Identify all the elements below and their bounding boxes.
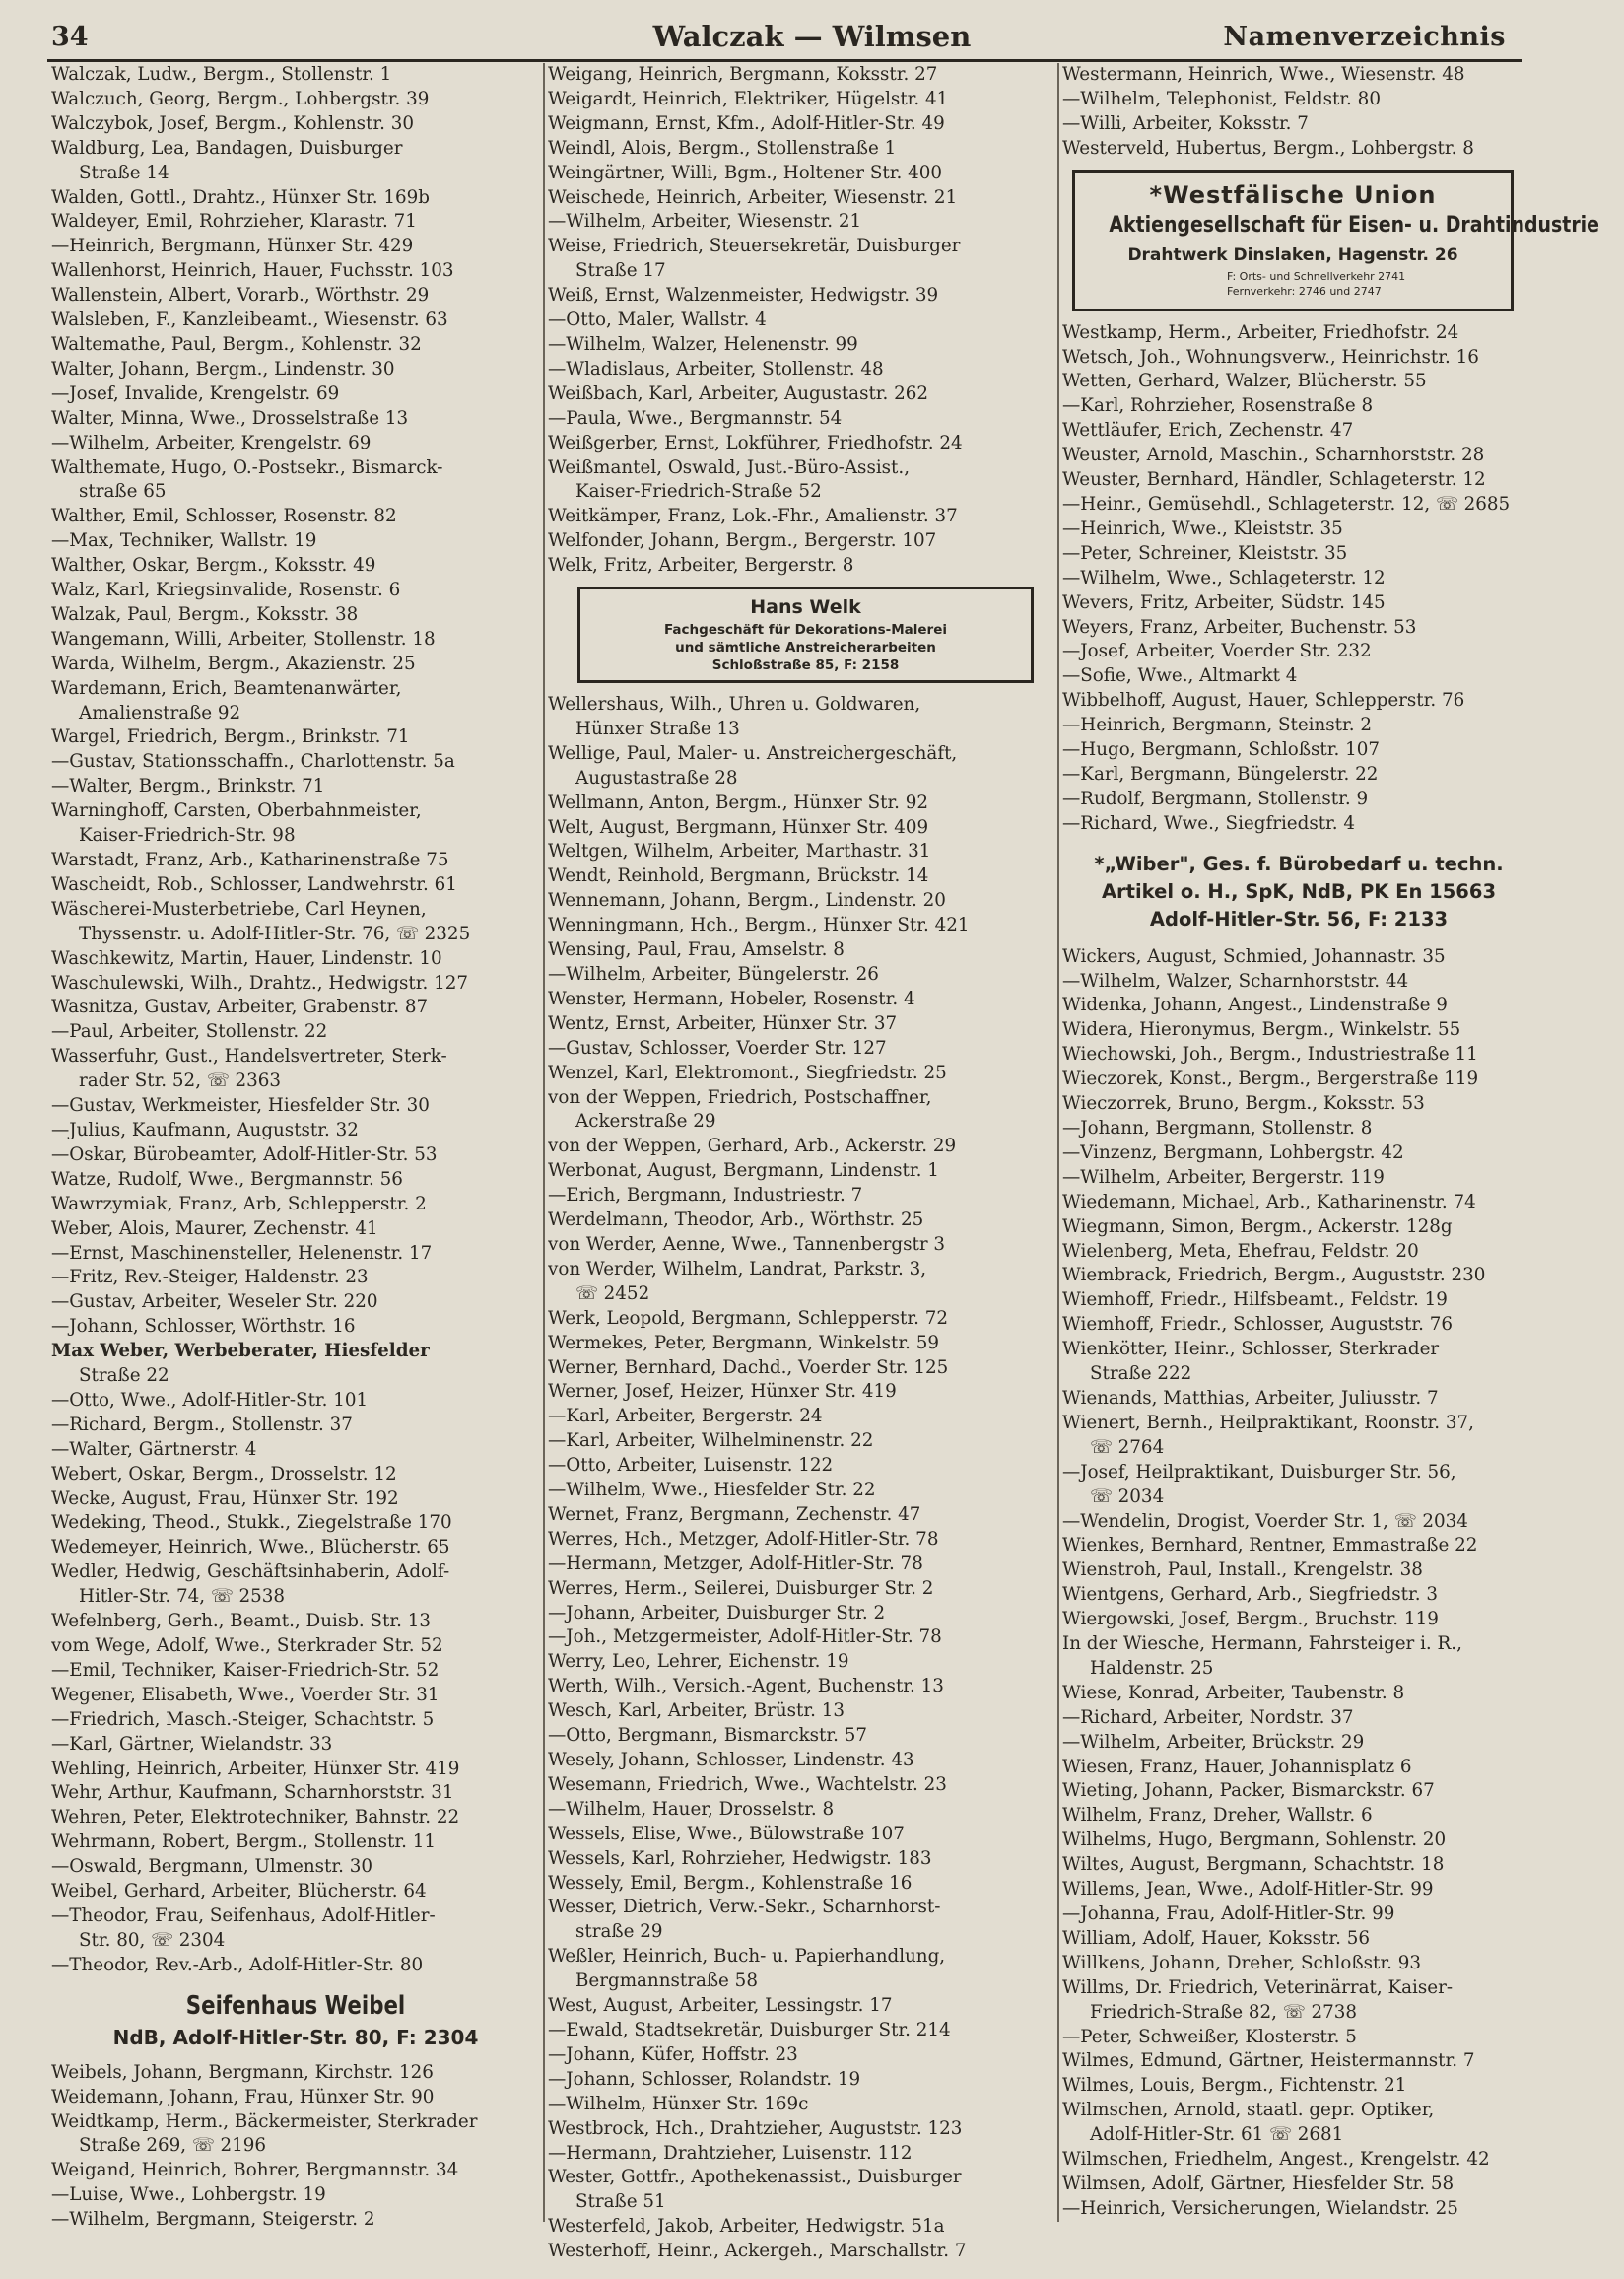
directory-entry: —Emil, Techniker, Kaiser-Friedrich-Str. 52 <box>51 1659 440 1681</box>
directory-entry: —Joh., Metzgermeister, Adolf-Hitler-Str. 78 <box>548 1626 942 1648</box>
directory-entry: —Wilhelm, Arbeiter, Wiesenstr. 21 <box>548 211 862 233</box>
directory-entry: von Werder, Aenne, Wwe., Tannenbergstr 3 <box>548 1233 946 1255</box>
column-2 <box>548 63 1055 2264</box>
directory-entry: Wefelnberg, Gerh., Beamt., Duisb. Str. 13 <box>51 1611 432 1632</box>
directory-entry: Wilmsen, Adolf, Gärtner, Hiesfelder Str. 58 <box>1062 2173 1455 2194</box>
directory-entry: Straße 222 <box>1090 1363 1192 1385</box>
directory-entry: —Oskar, Bürobeamter, Adolf-Hitler-Str. 53 <box>51 1143 438 1165</box>
directory-entry: Wiltes, August, Bergmann, Schachtstr. 18 <box>1062 1854 1445 1876</box>
ad-title: Hans Welk <box>750 596 861 619</box>
directory-entry: —Karl, Arbeiter, Wilhelminenstr. 22 <box>548 1430 874 1452</box>
directory-entry: Weibel, Gerhard, Arbeiter, Blücherstr. 64 <box>51 1881 427 1902</box>
directory-entry: Wilmschen, Arnold, staatl. gepr. Optiker, <box>1062 2100 1435 2121</box>
directory-entry: Warstadt, Franz, Arb., Katharinenstraße 75 <box>51 850 449 870</box>
directory-entry: Wilmes, Louis, Bergm., Fichtenstr. 21 <box>1062 2075 1407 2097</box>
directory-entry: Wehling, Heinrich, Arbeiter, Hünxer Str. 419 <box>51 1758 460 1779</box>
directory-entry: Weßler, Heinrich, Buch- u. Papierhandlung, <box>548 1946 946 1968</box>
directory-entry: —Johanna, Frau, Adolf-Hitler-Str. 99 <box>1062 1903 1395 1924</box>
directory-entry: Wendt, Reinhold, Bergmann, Brückstr. 14 <box>548 865 929 887</box>
entry-list <box>1062 945 1535 2222</box>
directory-entry: —Johann, Schlosser, Rolandstr. 19 <box>548 2068 861 2090</box>
directory-entry: Weigand, Heinrich, Bohrer, Bergmannstr. 34 <box>51 2160 459 2181</box>
directory-entry: Weingärtner, Willi, Bgm., Holtener Str. 400 <box>548 162 942 183</box>
directory-entry: —Karl, Rohrzieher, Rosenstraße 8 <box>1062 395 1374 417</box>
entry-list <box>1062 63 1535 162</box>
directory-entry: —Sofie, Wwe., Altmarkt 4 <box>1062 665 1298 687</box>
directory-entry: Wienert, Bernh., Heilpraktikant, Roonstr. 37, <box>1062 1412 1474 1433</box>
directory-entry: Walter, Johann, Bergm., Lindenstr. 30 <box>51 358 395 380</box>
directory-entry: Wickers, August, Schmied, Johannastr. 35 <box>1062 945 1446 967</box>
directory-entry: Widera, Hieronymus, Bergm., Winkelstr. 55 <box>1062 1019 1461 1041</box>
directory-entry: —Peter, Schweißer, Klosterstr. 5 <box>1062 2026 1357 2047</box>
directory-entry: Wilhelms, Hugo, Bergmann, Sohlenstr. 20 <box>1062 1830 1447 1851</box>
directory-entry: ☏ 2452 <box>575 1282 650 1304</box>
directory-entry: Wehren, Peter, Elektrotechniker, Bahnstr. 22 <box>51 1807 460 1829</box>
directory-entry: Wientgens, Gerhard, Arb., Siegfriedstr. 3 <box>1062 1584 1439 1606</box>
directory-entry: —Johann, Bergmann, Stollenstr. 8 <box>1062 1118 1373 1139</box>
directory-entry: straße 29 <box>575 1921 663 1943</box>
directory-entry: Werk, Leopold, Bergmann, Schlepperstr. 72 <box>548 1307 949 1329</box>
directory-entry: Werbonat, August, Bergmann, Lindenstr. 1 <box>548 1160 939 1182</box>
directory-entry: Wiemhoff, Friedr., Schlosser, Auguststr. 76 <box>1062 1314 1454 1336</box>
directory-entry: Wellige, Paul, Maler- u. Anstreichergeschäft, <box>548 742 958 764</box>
directory-entry: Walsleben, F., Kanzleibeamt., Wiesenstr. 63 <box>51 310 448 331</box>
ad-title: *Westfälische Union <box>1149 180 1437 209</box>
directory-entry: —Heinrich, Bergmann, Steinstr. 2 <box>1062 715 1373 736</box>
directory-entry: Wallenhorst, Heinrich, Hauer, Fuchsstr. 103 <box>51 260 454 282</box>
directory-entry: Wesser, Dietrich, Verw.-Sekr., Scharnhorst- <box>548 1897 941 1918</box>
ad-line: und sämtliche Anstreicherarbeiten <box>675 640 936 656</box>
ad-line: Aktiengesellschaft für Eisen- u. Drahtindustrie <box>1109 212 1599 238</box>
directory-entry: Waschulewski, Wilh., Drahtz., Hedwigstr. 127 <box>51 972 468 994</box>
ad-westfaelische-union <box>1072 170 1599 311</box>
directory-entry: —Theodor, Frau, Seifenhaus, Adolf-Hitler- <box>51 1904 436 1926</box>
directory-entry: —Gustav, Stationsschaffn., Charlottenstr. 5a <box>51 751 455 773</box>
directory-entry: —Wilhelm, Arbeiter, Bergerstr. 119 <box>1062 1166 1385 1188</box>
directory-entry: Werres, Herm., Seilerei, Duisburger Str. 2 <box>548 1577 934 1599</box>
directory-entry: Wasserfuhr, Gust., Handelsvertreter, Sterk- <box>51 1046 447 1068</box>
directory-entry: Werner, Bernhard, Dachd., Voerder Str. 125 <box>548 1356 949 1378</box>
directory-entry: Walczybok, Josef, Bergm., Kohlenstr. 30 <box>51 112 415 134</box>
directory-entry: Walther, Emil, Schlosser, Rosenstr. 82 <box>51 506 397 527</box>
directory-entry: —Otto, Maler, Wallstr. 4 <box>548 310 767 331</box>
directory-entry: Walden, Gottl., Drahtz., Hünxer Str. 169b <box>51 186 430 208</box>
directory-entry: Wellmann, Anton, Bergm., Hünxer Str. 92 <box>548 792 929 813</box>
section-title: Namenverzeichnis <box>1223 22 1506 52</box>
page-header <box>0 0 1624 59</box>
directory-entry: Waldburg, Lea, Bandagen, Duisburger <box>51 137 403 159</box>
directory-entry: Welt, August, Bergmann, Hünxer Str. 409 <box>548 816 929 838</box>
directory-entry: Werres, Hch., Metzger, Adolf-Hitler-Str. 78 <box>548 1528 939 1550</box>
directory-entry: —Wilhelm, Telephonist, Feldstr. 80 <box>1062 88 1381 109</box>
directory-entry: Wiegmann, Simon, Bergm., Ackerstr. 128g <box>1062 1215 1453 1237</box>
directory-entry: Wevers, Fritz, Arbeiter, Südstr. 145 <box>1062 591 1386 613</box>
directory-entry: —Richard, Arbeiter, Nordstr. 37 <box>1062 1706 1354 1728</box>
directory-entry: —Luise, Wwe., Lohbergstr. 19 <box>51 2184 326 2206</box>
directory-entry: Weigardt, Heinrich, Elektriker, Hügelstr. 41 <box>548 88 949 109</box>
directory-entry: straße 65 <box>79 481 167 503</box>
directory-entry: Weigmann, Ernst, Kfm., Adolf-Hitler-Str. 49 <box>548 112 945 134</box>
directory-entry: Augustastraße 28 <box>575 767 738 789</box>
directory-entry: Wieczorek, Konst., Bergm., Bergerstraße 119 <box>1062 1069 1479 1090</box>
directory-entry: Weißmantel, Oswald, Just.-Büro-Assist., <box>548 456 911 478</box>
directory-entry: —Wladislaus, Arbeiter, Stollenstr. 48 <box>548 358 884 380</box>
directory-entry: Waldeyer, Emil, Rohrzieher, Klarastr. 71 <box>51 211 417 233</box>
directory-entry: Wienkötter, Heinr., Schlosser, Sterkrader <box>1062 1339 1440 1360</box>
directory-entry: Kaiser-Friedrich-Straße 52 <box>575 481 822 503</box>
directory-entry: Wenzel, Karl, Elektromont., Siegfriedstr. 25 <box>548 1062 947 1083</box>
directory-entry: —Peter, Schreiner, Kleiststr. 35 <box>1062 542 1348 564</box>
name-range: Walczak — Wilmsen <box>652 20 972 53</box>
directory-entry: —Walter, Gärtnerstr. 4 <box>51 1438 257 1460</box>
directory-entry: —Gustav, Schlosser, Voerder Str. 127 <box>548 1037 887 1059</box>
directory-entry: —Walter, Bergm., Brinkstr. 71 <box>51 776 325 797</box>
directory-entry: Werner, Josef, Heizer, Hünxer Str. 419 <box>548 1381 897 1403</box>
directory-entry: Westkamp, Herm., Arbeiter, Friedhofstr. 24 <box>1062 321 1459 343</box>
directory-entry: Wiechowski, Joh., Bergm., Industriestraße 11 <box>1062 1044 1478 1066</box>
directory-entry: Bergmannstraße 58 <box>575 1970 758 1992</box>
directory-entry: Wessels, Elise, Wwe., Bülowstraße 107 <box>548 1823 905 1844</box>
directory-entry: Amalienstraße 92 <box>79 702 241 724</box>
directory-entry: Hünxer Straße 13 <box>575 718 740 739</box>
directory-entry: Weyers, Franz, Arbeiter, Buchenstr. 53 <box>1062 616 1417 638</box>
directory-entry: Straße 22 <box>79 1365 169 1387</box>
directory-entry: —Wilhelm, Wwe., Schlageterstr. 12 <box>1062 567 1386 588</box>
directory-entry: —Josef, Invalide, Krengelstr. 69 <box>51 382 340 404</box>
directory-entry: Weltgen, Wilhelm, Arbeiter, Marthastr. 31 <box>548 841 931 863</box>
ad-line: Drahtwerk Dinslaken, Hagenstr. 26 <box>1127 244 1458 265</box>
directory-entry: —Josef, Arbeiter, Voerder Str. 232 <box>1062 641 1372 662</box>
directory-entry: Wiergowski, Josef, Bergm., Bruchstr. 119 <box>1062 1609 1439 1630</box>
directory-entry: Weidemann, Johann, Frau, Hünxer Str. 90 <box>51 2086 435 2107</box>
directory-entry: Willms, Dr. Friedrich, Veterinärrat, Kaiser- <box>1062 1976 1453 1998</box>
directory-entry: Wargel, Friedrich, Bergm., Brinkstr. 71 <box>51 726 410 748</box>
directory-entry: —Wendelin, Drogist, Voerder Str. 1, ☏ 2034 <box>1062 1510 1468 1532</box>
directory-entry: Wellershaus, Wilh., Uhren u. Goldwaren, <box>548 694 921 716</box>
directory-entry: Wehrmann, Robert, Bergm., Stollenstr. 11 <box>51 1831 437 1853</box>
directory-entry: —Theodor, Rev.-Arb., Adolf-Hitler-Str. 80 <box>51 1954 424 1975</box>
directory-entry: Wester, Gottfr., Apothekenassist., Duisburger <box>548 2167 962 2188</box>
directory-entry: Kaiser-Friedrich-Str. 98 <box>79 825 296 847</box>
directory-entry: Wibbelhoff, August, Hauer, Schlepperstr. 76 <box>1062 690 1465 712</box>
ad-line: Schloßstraße 85, F: 2158 <box>711 657 900 674</box>
directory-entry: Wesely, Johann, Schlosser, Lindenstr. 43 <box>548 1750 914 1770</box>
directory-entry: —Heinrich, Wwe., Kleiststr. 35 <box>1062 518 1343 539</box>
directory-entry: Wiembrack, Friedrich, Bergm., Auguststr. 230 <box>1062 1265 1486 1286</box>
column-divider <box>1057 63 1059 2222</box>
directory-entry: Walz, Karl, Kriegsinvalide, Rosenstr. 6 <box>51 580 401 601</box>
directory-entry: —Paul, Arbeiter, Stollenstr. 22 <box>51 1021 328 1043</box>
directory-entry: —Willi, Arbeiter, Koksstr. 7 <box>1062 112 1309 134</box>
directory-entry: Wenster, Hermann, Hobeler, Rosenstr. 4 <box>548 988 915 1009</box>
directory-entry: Wallenstein, Albert, Vorarb., Wörthstr. 29 <box>51 285 430 307</box>
directory-entry: Weber, Alois, Maurer, Zechenstr. 41 <box>51 1217 378 1239</box>
directory-entry: Wäscherei-Musterbetriebe, Carl Heynen, <box>51 898 427 920</box>
directory-entry: —Gustav, Arbeiter, Weseler Str. 220 <box>51 1291 378 1313</box>
directory-entry: Walzak, Paul, Bergm., Koksstr. 38 <box>51 603 359 625</box>
directory-entry: —Johann, Arbeiter, Duisburger Str. 2 <box>548 1602 886 1623</box>
ad-line: Adolf-Hitler-Str. 56, F: 2133 <box>1149 907 1449 931</box>
ad-line: NdB, Adolf-Hitler-Str. 80, F: 2304 <box>112 2025 479 2049</box>
directory-entry: Max Weber, Werbeberater, Hiesfelder <box>51 1341 430 1362</box>
directory-entry: Weidtkamp, Herm., Bäckermeister, Sterkrader <box>51 2110 478 2132</box>
directory-entry: —Johann, Küfer, Hoffstr. 23 <box>548 2043 798 2065</box>
directory-entry: Walczak, Ludw., Bergm., Stollenstr. 1 <box>51 64 392 85</box>
directory-entry: Wegener, Elisabeth, Wwe., Voerder Str. 31 <box>51 1684 440 1705</box>
directory-entry: Wensing, Paul, Frau, Amselstr. 8 <box>548 939 845 961</box>
directory-entry: —Wilhelm, Hünxer Str. 169c <box>548 2093 809 2114</box>
column-1 <box>51 63 540 2233</box>
directory-entry: —Karl, Bergmann, Büngelerstr. 22 <box>1062 763 1379 785</box>
directory-entry: Weise, Friedrich, Steuersekretär, Duisburger <box>548 236 961 257</box>
page-number: 34 <box>51 22 89 52</box>
directory-entry: Wilhelm, Franz, Dreher, Wallstr. 6 <box>1062 1805 1373 1827</box>
directory-entry: Wasnitza, Gustav, Arbeiter, Grabenstr. 87 <box>51 997 429 1018</box>
directory-entry: William, Adolf, Hauer, Koksstr. 56 <box>1062 1927 1370 1949</box>
directory-entry: —Max, Techniker, Wallstr. 19 <box>51 530 317 552</box>
directory-entry: —Rudolf, Bergmann, Stollenstr. 9 <box>1062 788 1369 809</box>
directory-entry: Wieczorrek, Bruno, Bergm., Koksstr. 53 <box>1062 1093 1425 1115</box>
directory-entry: —Ewald, Stadtsekretär, Duisburger Str. 214 <box>548 2019 951 2040</box>
directory-entry: ☏ 2764 <box>1090 1436 1165 1458</box>
directory-entry: Wiemhoff, Friedr., Hilfsbeamt., Feldstr. 19 <box>1062 1289 1448 1311</box>
directory-entry: —Paula, Wwe., Bergmannstr. 54 <box>548 407 843 429</box>
directory-entry: Wehr, Arthur, Kaufmann, Scharnhorststr. 31 <box>51 1782 454 1804</box>
directory-entry: —Wilhelm, Bergmann, Steigerstr. 2 <box>51 2209 375 2231</box>
directory-entry: Wielenberg, Meta, Ehefrau, Feldstr. 20 <box>1062 1240 1419 1262</box>
directory-entry: Wiedemann, Michael, Arb., Katharinenstr. 74 <box>1062 1191 1476 1212</box>
directory-entry: Weuster, Arnold, Maschin., Scharnhorststr. 28 <box>1062 445 1485 466</box>
directory-entry: Wennemann, Johann, Bergm., Lindenstr. 20 <box>548 890 946 912</box>
directory-entry: Warda, Wilhelm, Bergm., Akazienstr. 25 <box>51 653 416 674</box>
directory-entry: —Heinrich, Versicherungen, Wielandstr. 25 <box>1062 2197 1458 2219</box>
directory-entry: Wecke, August, Frau, Hünxer Str. 192 <box>51 1487 399 1509</box>
ad-line: Artikel o. H., SpK, NdB, PK En 15663 <box>1101 879 1497 903</box>
entry-list <box>1062 321 1535 837</box>
directory-entry: Widenka, Johann, Angest., Lindenstraße 9 <box>1062 995 1448 1016</box>
directory-entry: —Wilhelm, Wwe., Hiesfelder Str. 22 <box>548 1480 876 1501</box>
ad-wiber <box>1062 851 1535 933</box>
directory-entry: Wedemeyer, Heinrich, Wwe., Blücherstr. 65 <box>51 1537 450 1558</box>
directory-entry: Wessels, Karl, Rohrzieher, Hedwigstr. 183 <box>548 1847 932 1869</box>
directory-entry: Wermekes, Peter, Bergmann, Winkelstr. 59 <box>548 1332 939 1353</box>
directory-entry: Wieting, Johann, Packer, Bismarckstr. 67 <box>1062 1780 1435 1802</box>
ad-line: F: Orts- und Schnellverkehr 2741 <box>1227 269 1406 283</box>
directory-entry: —Karl, Arbeiter, Bergerstr. 24 <box>548 1406 823 1427</box>
directory-entry: Straße 14 <box>79 162 169 183</box>
directory-entry: —Otto, Wwe., Adolf-Hitler-Str. 101 <box>51 1389 369 1411</box>
directory-entry: Warninghoff, Carsten, Oberbahnmeister, <box>51 800 422 822</box>
directory-entry: Weuster, Bernhard, Händler, Schlageterstr. 12 <box>1062 469 1486 491</box>
directory-entry: Wilmes, Edmund, Gärtner, Heistermannstr. 7 <box>1062 2050 1475 2072</box>
directory-entry: Wiese, Konrad, Arbeiter, Taubenstr. 8 <box>1062 1682 1405 1703</box>
directory-entry: von der Weppen, Gerhard, Arb., Ackerstr. 29 <box>548 1136 957 1157</box>
directory-entry: —Julius, Kaufmann, Auguststr. 32 <box>51 1119 359 1140</box>
directory-entry: ☏ 2034 <box>1090 1485 1165 1507</box>
ad-line: Fachgeschäft für Dekorations-Malerei <box>664 622 947 639</box>
directory-entry: —Hermann, Metzger, Adolf-Hitler-Str. 78 <box>548 1553 923 1574</box>
directory-entry: Waschkewitz, Martin, Hauer, Lindenstr. 10 <box>51 947 442 969</box>
directory-entry: —Hugo, Bergmann, Schloßstr. 107 <box>1062 739 1381 761</box>
directory-entry: Wardemann, Erich, Beamtenanwärter, <box>51 677 402 699</box>
directory-entry: West, August, Arbeiter, Lessingstr. 17 <box>548 1995 893 2017</box>
directory-entry: —Wilhelm, Walzer, Helenenstr. 99 <box>548 333 858 355</box>
directory-entry: —Erich, Bergmann, Industriestr. 7 <box>548 1185 863 1207</box>
ad-title: Seifenhaus Weibel <box>185 1990 406 2021</box>
directory-entry: Wesch, Karl, Arbeiter, Brüstr. 13 <box>548 1700 846 1722</box>
directory-entry: Weindl, Alois, Bergm., Stollenstraße 1 <box>548 137 897 159</box>
directory-entry: Welk, Fritz, Arbeiter, Bergerstr. 8 <box>548 555 854 577</box>
column-divider <box>543 63 545 2222</box>
directory-entry: Walther, Oskar, Bergm., Koksstr. 49 <box>51 555 376 577</box>
directory-entry: Werry, Leo, Lehrer, Eichenstr. 19 <box>548 1651 849 1673</box>
directory-entry: Wienands, Matthias, Arbeiter, Juliusstr. 7 <box>1062 1387 1439 1409</box>
directory-entry: Welfonder, Johann, Bergm., Bergerstr. 107 <box>548 530 937 552</box>
directory-entry: Weißgerber, Ernst, Lokführer, Friedhofstr. 24 <box>548 432 963 453</box>
directory-entry: Wilmschen, Friedhelm, Angest., Krengelstr. 42 <box>1062 2149 1490 2171</box>
directory-entry: —Fritz, Rev.-Steiger, Haldenstr. 23 <box>51 1267 369 1288</box>
directory-entry: Friedrich-Straße 82, ☏ 2738 <box>1090 2001 1357 2023</box>
directory-entry: Wedeking, Theod., Stukk., Ziegelstraße 170 <box>51 1512 452 1534</box>
directory-entry: Weißbach, Karl, Arbeiter, Augustastr. 262 <box>548 382 929 404</box>
ad-seifenhaus-weibel <box>51 1988 540 2051</box>
directory-entry: Webert, Oskar, Bergm., Drosselstr. 12 <box>51 1463 397 1485</box>
directory-entry: Hitler-Str. 74, ☏ 2538 <box>79 1586 286 1608</box>
directory-entry: Wiesen, Franz, Hauer, Johannisplatz 6 <box>1062 1756 1412 1777</box>
directory-entry: Wessely, Emil, Bergm., Kohlenstraße 16 <box>548 1872 913 1894</box>
directory-entry: Werth, Wilh., Versich.-Agent, Buchenstr. 13 <box>548 1676 944 1697</box>
directory-entry: Thyssenstr. u. Adolf-Hitler-Str. 76, ☏ 2325 <box>79 923 471 944</box>
directory-entry: Weitkämper, Franz, Lok.-Fhr., Amalienstr. 37 <box>548 506 958 527</box>
directory-entry: Wetsch, Joh., Wohnungsverw., Heinrichstr. 16 <box>1062 346 1479 368</box>
directory-entry: Westbrock, Hch., Drahtzieher, Auguststr. 123 <box>548 2117 963 2139</box>
directory-entry: rader Str. 52, ☏ 2363 <box>79 1070 282 1092</box>
directory-entry: Wetten, Gerhard, Walzer, Blücherstr. 55 <box>1062 371 1427 392</box>
directory-entry: —Richard, Wwe., Siegfriedstr. 4 <box>1062 812 1356 834</box>
ad-line: Fernverkehr: 2746 und 2747 <box>1227 284 1382 298</box>
directory-entry: —Wilhelm, Hauer, Drosselstr. 8 <box>548 1798 835 1820</box>
directory-entry: Wernet, Franz, Bergmann, Zechenstr. 47 <box>548 1503 921 1525</box>
directory-entry: —Wilhelm, Arbeiter, Büngelerstr. 26 <box>548 964 879 985</box>
directory-entry: Waltemathe, Paul, Bergm., Kohlenstr. 32 <box>51 333 422 355</box>
directory-entry: Weibels, Johann, Bergmann, Kirchstr. 126 <box>51 2061 434 2083</box>
directory-entry: In der Wiesche, Hermann, Fahrsteiger i. R., <box>1062 1633 1462 1655</box>
directory-entry: —Karl, Gärtner, Wielandstr. 33 <box>51 1733 333 1755</box>
directory-entry: Walter, Minna, Wwe., Drosselstraße 13 <box>51 407 409 429</box>
directory-entry: Adolf-Hitler-Str. 61 ☏ 2681 <box>1090 2124 1344 2146</box>
directory-entry: Westerfeld, Jakob, Arbeiter, Hedwigstr. 51a <box>548 2216 945 2238</box>
directory-entry: von Werder, Wilhelm, Landrat, Parkstr. 3, <box>548 1258 927 1279</box>
entry-list <box>51 2061 540 2233</box>
directory-entry: Wesemann, Friedrich, Wwe., Wachtelstr. 23 <box>548 1773 947 1795</box>
directory-entry: Wangemann, Willi, Arbeiter, Stollenstr. 18 <box>51 628 436 650</box>
directory-entry: —Wilhelm, Walzer, Scharnhorststr. 44 <box>1062 970 1409 992</box>
directory-entry: von der Weppen, Friedrich, Postschaffner, <box>548 1086 932 1108</box>
directory-entry: Straße 51 <box>575 2191 666 2213</box>
directory-entry: Straße 269, ☏ 2196 <box>79 2135 267 2157</box>
directory-entry: —Oswald, Bergmann, Ulmenstr. 30 <box>51 1856 372 1878</box>
directory-entry: —Hermann, Drahtzieher, Luisenstr. 112 <box>548 2142 913 2164</box>
directory-entry: —Vinzenz, Bergmann, Lohbergstr. 42 <box>1062 1141 1404 1163</box>
directory-entry: —Otto, Arbeiter, Luisenstr. 122 <box>548 1455 834 1477</box>
directory-entry: Str. 80, ☏ 2304 <box>79 1929 226 1951</box>
directory-entry: Walczuch, Georg, Bergm., Lohbergstr. 39 <box>51 88 430 109</box>
directory-entry: —Richard, Bergm., Stollenstr. 37 <box>51 1414 353 1435</box>
directory-entry: Westermann, Heinrich, Wwe., Wiesenstr. 48 <box>1062 64 1465 85</box>
directory-entry: Wentz, Ernst, Arbeiter, Hünxer Str. 37 <box>548 1012 898 1034</box>
ad-line: *„Wiber", Ges. f. Bürobedarf u. techn. <box>1094 852 1504 875</box>
entry-list <box>548 693 1055 2264</box>
directory-entry: Wedler, Hedwig, Geschäftsinhaberin, Adolf- <box>51 1561 450 1583</box>
directory-entry: Wawrzymiak, Franz, Arb, Schlepperstr. 2 <box>51 1193 427 1214</box>
directory-entry: Wenningmann, Hch., Bergm., Hünxer Str. 421 <box>548 915 970 936</box>
directory-entry: Westerhoff, Heinr., Ackergeh., Marschallstr. 7 <box>548 2241 967 2262</box>
directory-entry: —Heinrich, Bergmann, Hünxer Str. 429 <box>51 236 414 257</box>
directory-entry: Weiß, Ernst, Walzenmeister, Hedwigstr. 39 <box>548 285 939 307</box>
entry-list <box>51 63 540 1978</box>
directory-entry: Wascheidt, Rob., Schlosser, Landwehrstr. 61 <box>51 873 457 895</box>
directory-entry: Werdelmann, Theodor, Arb., Wörthstr. 25 <box>548 1209 924 1231</box>
directory-entry: —Wilhelm, Arbeiter, Brückstr. 29 <box>1062 1731 1365 1753</box>
directory-entry: Straße 17 <box>575 260 666 282</box>
directory-entry: Wienstroh, Paul, Install., Krengelstr. 38 <box>1062 1559 1423 1581</box>
directory-entry: Haldenstr. 25 <box>1090 1657 1214 1679</box>
directory-entry: Walthemate, Hugo, O.-Postsekr., Bismarck- <box>51 456 443 478</box>
directory-entry: Weischede, Heinrich, Arbeiter, Wiesenstr. 21 <box>548 186 958 208</box>
directory-entry: Weigang, Heinrich, Bergmann, Koksstr. 27 <box>548 64 938 85</box>
ad-hans-welk <box>577 587 1034 683</box>
directory-entry: —Heinr., Gemüsehdl., Schlageterstr. 12, ☏ 2685 <box>1062 493 1511 515</box>
directory-entry: —Ernst, Maschinensteller, Helenenstr. 17 <box>51 1242 433 1264</box>
column-3 <box>1062 63 1599 2222</box>
directory-entry: —Josef, Heilpraktikant, Duisburger Str. 56, <box>1062 1461 1456 1483</box>
directory-entry: Willems, Jean, Wwe., Adolf-Hitler-Str. 99 <box>1062 1879 1434 1900</box>
directory-entry: Wettläufer, Erich, Zechenstr. 47 <box>1062 420 1354 442</box>
directory-entry: Westerveld, Hubertus, Bergm., Lohbergstr. 8 <box>1062 137 1474 159</box>
directory-entry: vom Wege, Adolf, Wwe., Sterkrader Str. 52 <box>51 1635 443 1656</box>
directory-entry: Watze, Rudolf, Wwe., Bergmannstr. 56 <box>51 1168 403 1190</box>
directory-entry: Wienkes, Bernhard, Rentner, Emmastraße 22 <box>1062 1535 1478 1556</box>
entry-list <box>548 63 1055 579</box>
directory-entry: Willkens, Johann, Dreher, Schloßstr. 93 <box>1062 1952 1421 1973</box>
directory-entry: —Johann, Schlosser, Wörthstr. 16 <box>51 1316 356 1338</box>
directory-entry: —Friedrich, Masch.-Steiger, Schachtstr. 5 <box>51 1708 435 1730</box>
directory-entry: —Wilhelm, Arbeiter, Krengelstr. 69 <box>51 432 372 453</box>
directory-entry: —Gustav, Werkmeister, Hiesfelder Str. 30 <box>51 1095 430 1117</box>
header-rule <box>47 59 1522 62</box>
directory-entry: Ackerstraße 29 <box>575 1111 716 1133</box>
directory-entry: —Otto, Bergmann, Bismarckstr. 57 <box>548 1725 867 1747</box>
